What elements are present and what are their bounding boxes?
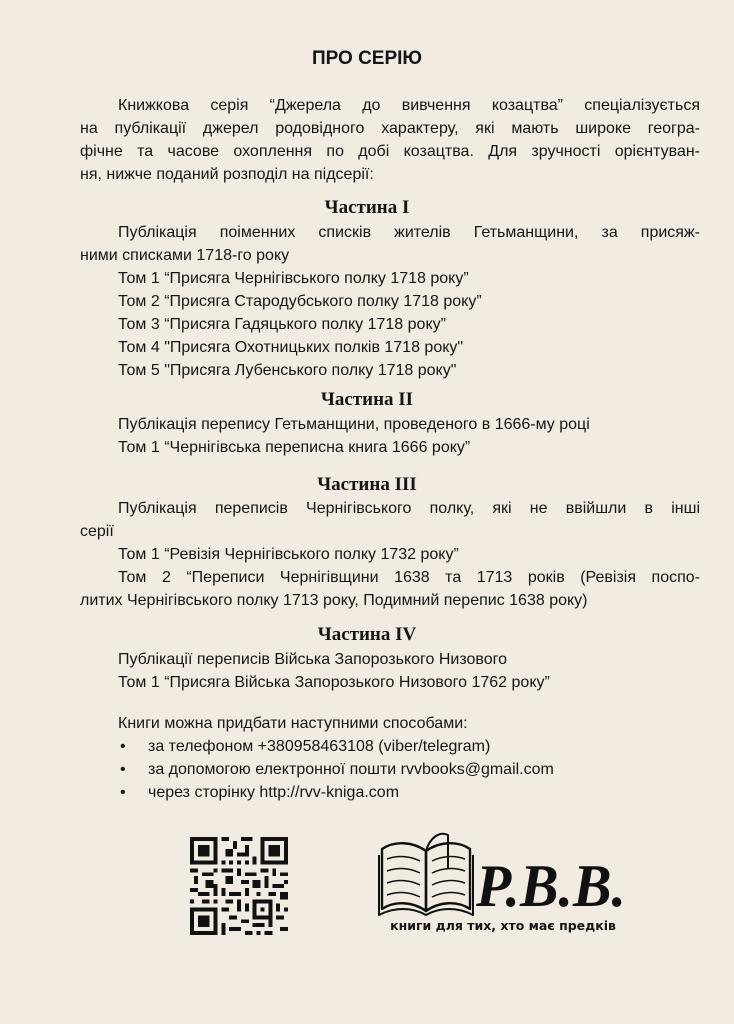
- volume-item: Том 1 “Чернігівська переписна книга 1666 року”: [118, 439, 471, 456]
- purchase-ways-list: [80, 735, 700, 804]
- intro-line: Книжкова серія “Джерела до вивчення козацтва” спеціалізується: [118, 97, 700, 114]
- part-2-content: [80, 413, 700, 459]
- intro-line: фічне та часове охоплення по добі козацтва. Для зручності орієнтуван-: [80, 143, 700, 160]
- purchase-way-website: [80, 781, 700, 804]
- part-1-content: [80, 221, 700, 382]
- purchase-section: [80, 712, 700, 804]
- part-4-description: Публікації переписів Війська Запорозького Низового: [118, 651, 507, 668]
- part-3-description: серії: [80, 523, 114, 540]
- volume-item: Том 1 “Присяга Чернігівського полку 1718 року”: [118, 270, 469, 287]
- bullet-icon: •: [120, 738, 126, 755]
- bullet-icon: •: [120, 761, 126, 778]
- part-2-description: Публікація перепису Гетьманщини, проведеного в 1666-му році: [118, 416, 590, 433]
- part-3-content: [80, 497, 700, 612]
- purchase-way-email: [80, 758, 700, 781]
- logo-letters: Р.В.В.: [475, 853, 626, 919]
- part-3-heading: Частина III: [317, 474, 417, 495]
- intro-line: ня, нижче поданий розподіл на підсерії:: [80, 166, 374, 183]
- intro-line: на публікації джерел родовідного характеру, які мають широке геогра-: [80, 120, 700, 137]
- volume-item: Том 4 "Присяга Охотницьких полків 1718 року": [118, 339, 464, 356]
- purchase-way-text: за телефоном +380958463108 (viber/telegram): [148, 738, 491, 755]
- volume-item: Том 2 “Переписи Чернігівщини 1638 та 1713 років (Ревізія поспо-: [118, 569, 700, 586]
- volume-item: Том 1 “Присяга Війська Запорозького Низового 1762 року”: [118, 674, 550, 691]
- intro-paragraph: [80, 94, 700, 186]
- part-1-description: Публікація поіменних списків жителів Гетьманщини, за присяж-: [118, 224, 700, 241]
- qr-code: [190, 837, 288, 935]
- volume-item: литих Чернігівського полку 1713 року, Подимний перепис 1638 року): [80, 592, 588, 609]
- purchase-way-text: через сторінку http://rvv-kniga.com: [148, 784, 400, 801]
- purchase-way-phone: [80, 735, 700, 758]
- bullet-icon: •: [120, 784, 126, 801]
- purchase-way-text: за допомогою електронної пошти rvvbooks@gmail.com: [148, 761, 554, 778]
- logo-tagline: книги для тих, хто має предків: [390, 918, 616, 933]
- part-3-description: Публікація переписів Чернігівського полку, які не ввійшли в інші: [118, 500, 700, 517]
- volume-item: Том 3 “Присяга Гадяцького полку 1718 року”: [118, 316, 446, 333]
- page-title: ПРО СЕРІЮ: [311, 48, 423, 69]
- open-book-icon: [379, 834, 473, 915]
- volume-item: Том 5 "Присяга Лубенського полку 1718 року": [118, 362, 457, 379]
- part-4-content: [80, 648, 700, 694]
- part-2-heading: Частина II: [320, 389, 414, 410]
- volume-item: Том 1 “Ревізія Чернігівського полку 1732 року”: [118, 546, 459, 563]
- volume-item: Том 2 “Присяга Стародубського полку 1718 року”: [118, 293, 482, 310]
- part-1-heading: Частина I: [324, 197, 410, 218]
- part-1-description: ними списками 1718-го року: [80, 247, 290, 264]
- part-4-heading: Частина IV: [317, 624, 417, 645]
- purchase-intro: Книги можна придбати наступними способами:: [118, 715, 468, 732]
